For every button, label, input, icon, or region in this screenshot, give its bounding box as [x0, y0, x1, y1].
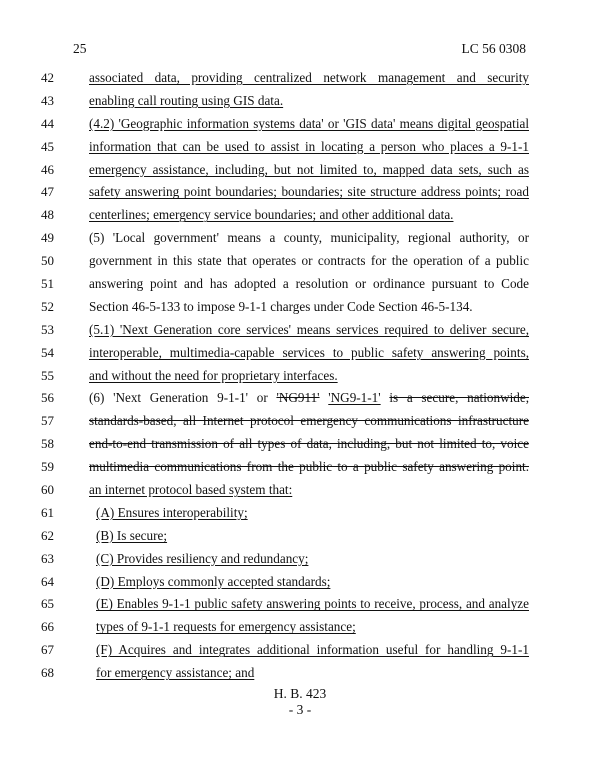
line-number: 47 — [41, 184, 54, 200]
bill-line — [0, 459, 600, 482]
line-number: 56 — [41, 390, 54, 406]
inserted-text: information that can be used to assist in locating a person who places a 9-1-1 — [89, 138, 529, 154]
bill-line — [0, 184, 600, 207]
line-number: 58 — [41, 436, 54, 452]
bill-line — [0, 93, 600, 116]
line-text — [96, 574, 529, 589]
line-text — [89, 368, 529, 383]
line-number: 66 — [41, 619, 54, 635]
line-text — [89, 276, 529, 292]
inserted-text: (5.1) 'Next Generation core services' means services required to deliver secure, — [89, 321, 529, 337]
line-text — [89, 93, 529, 108]
bill-line — [0, 139, 600, 162]
line-number: 49 — [41, 230, 54, 246]
inserted-text: (B) Is secure; — [96, 527, 168, 543]
line-text — [89, 70, 529, 86]
bill-line — [0, 299, 600, 322]
bill-line — [0, 574, 600, 597]
inserted-text: and without the need for proprietary interfaces. — [89, 367, 338, 383]
bill-line — [0, 528, 600, 551]
struck-text: standards-based, all Internet protocol emergency communications infrastructure — [89, 413, 529, 429]
line-text — [96, 551, 529, 566]
line-number: 42 — [41, 70, 54, 85]
page-reference-number: 25 — [73, 41, 87, 56]
bill-line — [0, 390, 600, 413]
struck-text: is a secure, nationwide, — [389, 390, 529, 406]
line-text — [89, 299, 529, 314]
line-text — [89, 322, 529, 338]
bill-line — [0, 665, 600, 688]
line-text — [89, 230, 529, 246]
line-text — [89, 345, 529, 361]
inserted-text: (4.2) 'Geographic information systems data' or 'GIS data' means digital geospatial — [89, 115, 529, 131]
bill-line — [0, 322, 600, 345]
line-text — [89, 459, 529, 475]
inserted-text: 'NG9-1-1' — [328, 390, 381, 406]
inserted-text: interoperable, multimedia-capable services to public safety answering points, — [89, 344, 529, 360]
bill-line — [0, 619, 600, 642]
document-code: LC 56 0308 — [461, 41, 526, 56]
line-number: 59 — [41, 459, 54, 475]
bill-line — [0, 230, 600, 253]
line-text — [89, 207, 529, 222]
bill-number: H. B. 423 — [273, 686, 327, 701]
bill-line — [0, 436, 600, 459]
inserted-text: associated data, providing centralized network management and security — [89, 70, 529, 85]
bill-line — [0, 482, 600, 505]
line-text — [89, 253, 529, 269]
inserted-text: for emergency assistance; and — [96, 665, 255, 681]
line-text — [96, 642, 529, 658]
bill-text-body — [0, 70, 600, 688]
line-text — [89, 116, 529, 132]
line-number: 46 — [41, 161, 54, 177]
line-text — [89, 139, 529, 155]
line-number: 45 — [41, 138, 54, 154]
line-text — [89, 413, 529, 429]
inserted-text: enabling call routing using GIS data. — [89, 92, 284, 108]
line-text — [96, 665, 529, 680]
bill-line — [0, 596, 600, 619]
line-text — [89, 390, 529, 406]
bill-line — [0, 70, 600, 93]
struck-text: 'NG911' — [276, 390, 320, 406]
bill-line — [0, 368, 600, 391]
struck-text: multimedia communications from the public to a public safety answering point. — [89, 459, 529, 475]
inserted-text: an internet protocol based system that: — [89, 482, 293, 498]
line-text — [89, 162, 529, 178]
inserted-text: (A) Ensures interoperability; — [96, 504, 248, 520]
text-run — [320, 390, 329, 405]
text-run: (6) 'Next Generation 9-1-1' or — [89, 390, 277, 406]
inserted-text: (F) Acquires and integrates additional information useful for handling 9-1-1 — [96, 642, 529, 658]
line-number: 43 — [41, 92, 54, 108]
line-number: 51 — [41, 276, 54, 292]
line-number: 55 — [41, 367, 54, 383]
line-number: 67 — [41, 642, 54, 658]
bill-line — [0, 276, 600, 299]
line-number: 44 — [41, 115, 54, 131]
line-number: 61 — [41, 504, 54, 520]
line-number: 57 — [41, 413, 54, 429]
bill-line — [0, 207, 600, 230]
line-number: 48 — [41, 207, 54, 223]
line-text — [96, 596, 529, 612]
text-run: answering point and has adopted a resolution or ordinance pursuant to Code — [89, 276, 529, 292]
text-run: (5) 'Local government' means a county, municipality, regional authority, or — [89, 230, 529, 246]
inserted-text: (C) Provides resiliency and redundancy; — [96, 550, 309, 566]
page-number: - 3 - — [288, 702, 312, 717]
bill-line — [0, 642, 600, 665]
bill-line — [0, 505, 600, 528]
line-number: 60 — [41, 482, 54, 498]
bill-line — [0, 162, 600, 185]
bill-line — [0, 116, 600, 139]
text-run: government in this state that operates or contracts for the operation of a public — [89, 253, 529, 269]
line-number: 53 — [41, 321, 54, 337]
inserted-text: types of 9-1-1 requests for emergency assistance; — [96, 619, 356, 635]
line-number: 62 — [41, 527, 54, 543]
line-text — [89, 184, 529, 200]
line-text — [89, 436, 529, 452]
line-number: 54 — [41, 344, 54, 360]
inserted-text: emergency assistance, including, but not limited to, mapped data sets, such as — [89, 161, 529, 177]
line-number: 52 — [41, 298, 54, 314]
line-number: 64 — [41, 573, 54, 589]
bill-line — [0, 345, 600, 368]
bill-line — [0, 551, 600, 574]
inserted-text: (E) Enables 9-1-1 public safety answering points to receive, process, and analyze — [96, 596, 529, 612]
line-number: 50 — [41, 253, 54, 269]
inserted-text: safety answering point boundaries; boundaries; site structure address points; road — [89, 184, 529, 200]
text-run: Section 46-5-133 to impose 9-1-1 charges under Code Section 46-5-134. — [89, 298, 473, 314]
line-text — [96, 505, 529, 520]
line-number: 63 — [41, 550, 54, 566]
bill-line — [0, 253, 600, 276]
line-text — [89, 482, 529, 497]
inserted-text: (D) Employs commonly accepted standards; — [96, 573, 331, 589]
bill-line — [0, 413, 600, 436]
struck-text: end-to-end transmission of all types of data, including, but not limited to, voice — [89, 436, 529, 452]
line-number: 68 — [41, 665, 54, 681]
inserted-text: centerlines; emergency service boundaries; and other additional data. — [89, 207, 454, 223]
line-text — [96, 619, 529, 634]
line-text — [96, 528, 529, 543]
line-number: 65 — [41, 596, 54, 612]
inserted-text — [89, 474, 123, 475]
